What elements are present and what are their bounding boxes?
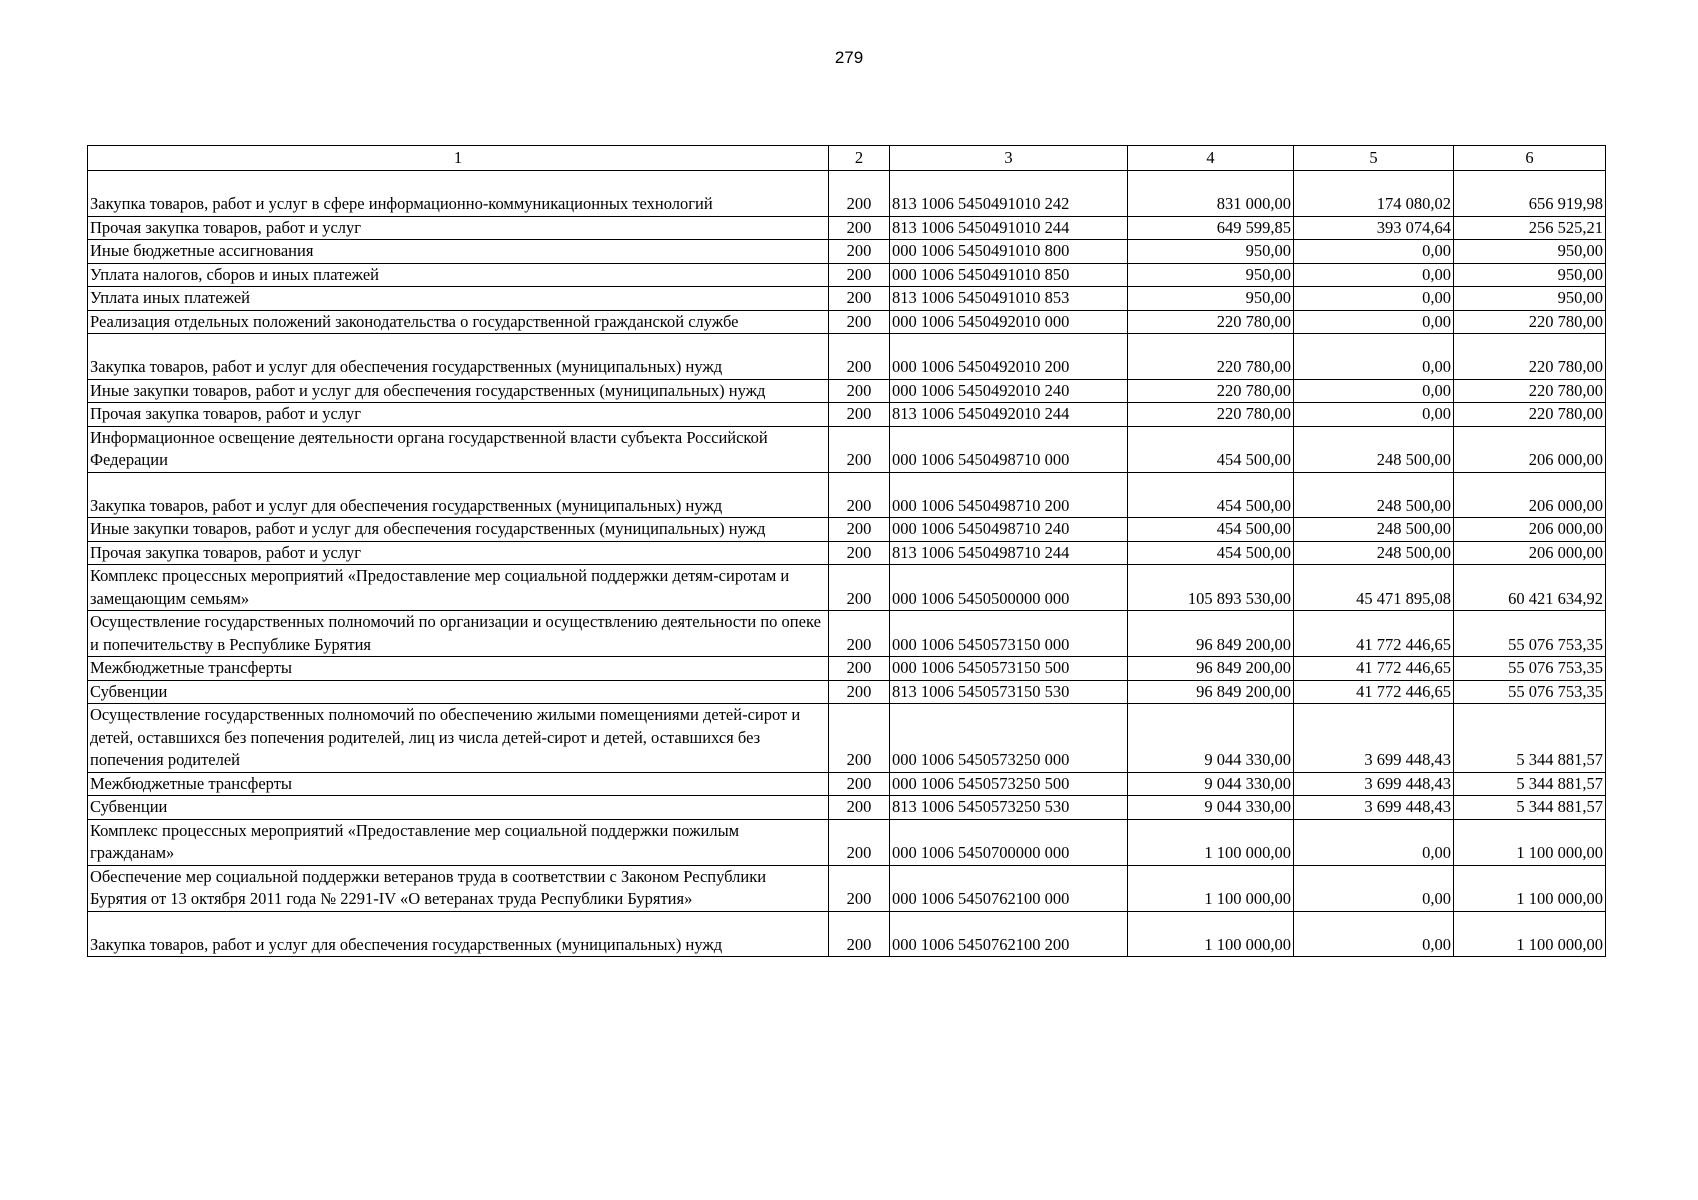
row-kbk-cell: 000 1006 5450762100 200 (890, 911, 1128, 957)
row-code-cell: 200 (829, 541, 890, 565)
row-value-4-cell: 454 500,00 (1128, 541, 1294, 565)
row-name-cell: Субвенции (88, 796, 829, 820)
row-name-cell: Закупка товаров, работ и услуг для обеспечения государственных (муниципальных) нужд (88, 911, 829, 957)
row-value-4-cell: 9 044 330,00 (1128, 772, 1294, 796)
column-header-4: 4 (1128, 146, 1294, 171)
row-value-5-cell: 0,00 (1294, 263, 1454, 287)
row-value-6-cell: 220 780,00 (1454, 379, 1606, 403)
row-value-6-cell: 950,00 (1454, 287, 1606, 311)
row-code-cell: 200 (829, 216, 890, 240)
table-row (88, 334, 1606, 380)
row-value-5-cell: 0,00 (1294, 240, 1454, 264)
row-code-cell: 200 (829, 171, 890, 217)
row-value-4-cell: 220 780,00 (1128, 379, 1294, 403)
row-value-5-cell: 0,00 (1294, 819, 1454, 865)
table-row (88, 426, 1606, 472)
row-value-4-cell: 454 500,00 (1128, 426, 1294, 472)
table-row (88, 240, 1606, 264)
row-value-4-cell: 9 044 330,00 (1128, 796, 1294, 820)
row-kbk-cell: 000 1006 5450498710 200 (890, 472, 1128, 518)
row-code-cell: 200 (829, 334, 890, 380)
page-number: 279 (834, 48, 864, 67)
row-kbk-cell: 000 1006 5450573250 000 (890, 704, 1128, 773)
row-value-5-cell: 248 500,00 (1294, 518, 1454, 542)
row-value-4-cell: 220 780,00 (1128, 403, 1294, 427)
row-value-6-cell: 1 100 000,00 (1454, 865, 1606, 911)
row-code-cell: 200 (829, 704, 890, 773)
row-value-5-cell: 41 772 446,65 (1294, 611, 1454, 657)
row-kbk-cell: 000 1006 5450492010 240 (890, 379, 1128, 403)
row-kbk-cell: 813 1006 5450491010 244 (890, 216, 1128, 240)
row-name-cell: Иные закупки товаров, работ и услуг для обеспечения государственных (муниципальных) нужд (88, 518, 829, 542)
row-kbk-cell: 000 1006 5450492010 200 (890, 334, 1128, 380)
row-name-cell: Обеспечение мер социальной поддержки ветеранов труда в соответствии с Законом Республики Бурятия от 13 октября 2011 года № 2291-IV «О ветеранах труда Республики Бурятия» (88, 865, 829, 911)
row-value-4-cell: 220 780,00 (1128, 310, 1294, 334)
row-value-5-cell: 41 772 446,65 (1294, 680, 1454, 704)
row-value-4-cell: 96 849 200,00 (1128, 657, 1294, 681)
row-code-cell: 200 (829, 310, 890, 334)
row-name-cell: Закупка товаров, работ и услуг для обеспечения государственных (муниципальных) нужд (88, 472, 829, 518)
row-code-cell: 200 (829, 565, 890, 611)
row-value-5-cell: 174 080,02 (1294, 171, 1454, 217)
table-row (88, 704, 1606, 773)
row-value-5-cell: 3 699 448,43 (1294, 704, 1454, 773)
row-value-6-cell: 220 780,00 (1454, 403, 1606, 427)
table-row (88, 657, 1606, 681)
row-kbk-cell: 000 1006 5450500000 000 (890, 565, 1128, 611)
table-row (88, 680, 1606, 704)
row-code-cell: 200 (829, 379, 890, 403)
table-row (88, 865, 1606, 911)
row-value-5-cell: 3 699 448,43 (1294, 796, 1454, 820)
row-value-4-cell: 96 849 200,00 (1128, 680, 1294, 704)
row-value-6-cell: 55 076 753,35 (1454, 611, 1606, 657)
row-kbk-cell: 813 1006 5450492010 244 (890, 403, 1128, 427)
row-value-4-cell: 1 100 000,00 (1128, 865, 1294, 911)
table-row (88, 379, 1606, 403)
row-kbk-cell: 000 1006 5450491010 800 (890, 240, 1128, 264)
row-code-cell: 200 (829, 240, 890, 264)
row-value-5-cell: 248 500,00 (1294, 426, 1454, 472)
row-code-cell: 200 (829, 472, 890, 518)
table-row (88, 263, 1606, 287)
row-value-6-cell: 950,00 (1454, 263, 1606, 287)
row-name-cell: Прочая закупка товаров, работ и услуг (88, 216, 829, 240)
row-name-cell: Комплекс процессных мероприятий «Предоставление мер социальной поддержки детям-сиротам и замещающим семьям» (88, 565, 829, 611)
row-value-6-cell: 5 344 881,57 (1454, 772, 1606, 796)
row-value-4-cell: 220 780,00 (1128, 334, 1294, 380)
row-value-5-cell: 0,00 (1294, 310, 1454, 334)
row-kbk-cell: 000 1006 5450573250 500 (890, 772, 1128, 796)
row-kbk-cell: 813 1006 5450498710 244 (890, 541, 1128, 565)
row-value-6-cell: 656 919,98 (1454, 171, 1606, 217)
row-value-6-cell: 55 076 753,35 (1454, 680, 1606, 704)
table-row (88, 310, 1606, 334)
column-header-5: 5 (1294, 146, 1454, 171)
table-row (88, 796, 1606, 820)
row-value-6-cell: 206 000,00 (1454, 518, 1606, 542)
row-kbk-cell: 000 1006 5450762100 000 (890, 865, 1128, 911)
row-value-5-cell: 0,00 (1294, 379, 1454, 403)
budget-table (87, 145, 1606, 957)
row-value-6-cell: 1 100 000,00 (1454, 911, 1606, 957)
row-code-cell: 200 (829, 865, 890, 911)
row-value-6-cell: 256 525,21 (1454, 216, 1606, 240)
row-name-cell: Осуществление государственных полномочий по организации и осуществлению деятельности по опеке и попечительству в Республике Бурятия (88, 611, 829, 657)
row-kbk-cell: 813 1006 5450491010 853 (890, 287, 1128, 311)
row-value-6-cell: 55 076 753,35 (1454, 657, 1606, 681)
row-value-4-cell: 950,00 (1128, 240, 1294, 264)
row-name-cell: Осуществление государственных полномочий по обеспечению жилыми помещениями детей-сирот и детей, оставшихся без попечения родителей, лиц из числа детей-сирот и детей, оставшихся без попечения родителей (88, 704, 829, 773)
row-code-cell: 200 (829, 657, 890, 681)
table-row (88, 171, 1606, 217)
row-value-4-cell: 950,00 (1128, 287, 1294, 311)
row-name-cell: Информационное освещение деятельности органа государственной власти субъекта Российской Федерации (88, 426, 829, 472)
row-value-5-cell: 0,00 (1294, 334, 1454, 380)
row-kbk-cell: 000 1006 5450700000 000 (890, 819, 1128, 865)
row-name-cell: Иные бюджетные ассигнования (88, 240, 829, 264)
row-name-cell: Субвенции (88, 680, 829, 704)
row-kbk-cell: 000 1006 5450498710 240 (890, 518, 1128, 542)
row-value-6-cell: 206 000,00 (1454, 426, 1606, 472)
row-code-cell: 200 (829, 263, 890, 287)
row-kbk-cell: 000 1006 5450573150 000 (890, 611, 1128, 657)
row-value-4-cell: 649 599,85 (1128, 216, 1294, 240)
row-value-5-cell: 0,00 (1294, 865, 1454, 911)
row-name-cell: Иные закупки товаров, работ и услуг для обеспечения государственных (муниципальных) нужд (88, 379, 829, 403)
row-value-6-cell: 5 344 881,57 (1454, 796, 1606, 820)
row-code-cell: 200 (829, 796, 890, 820)
row-value-4-cell: 1 100 000,00 (1128, 819, 1294, 865)
row-value-6-cell: 5 344 881,57 (1454, 704, 1606, 773)
row-value-4-cell: 454 500,00 (1128, 472, 1294, 518)
row-kbk-cell: 000 1006 5450492010 000 (890, 310, 1128, 334)
row-value-5-cell: 0,00 (1294, 287, 1454, 311)
row-value-6-cell: 60 421 634,92 (1454, 565, 1606, 611)
row-value-6-cell: 206 000,00 (1454, 541, 1606, 565)
row-value-6-cell: 220 780,00 (1454, 310, 1606, 334)
table-row (88, 611, 1606, 657)
row-kbk-cell: 000 1006 5450491010 850 (890, 263, 1128, 287)
row-value-4-cell: 96 849 200,00 (1128, 611, 1294, 657)
row-name-cell: Уплата иных платежей (88, 287, 829, 311)
row-name-cell: Реализация отдельных положений законодательства о государственной гражданской службе (88, 310, 829, 334)
row-code-cell: 200 (829, 611, 890, 657)
row-kbk-cell: 813 1006 5450573250 530 (890, 796, 1128, 820)
row-code-cell: 200 (829, 819, 890, 865)
row-code-cell: 200 (829, 911, 890, 957)
column-header-3: 3 (890, 146, 1128, 171)
row-value-4-cell: 1 100 000,00 (1128, 911, 1294, 957)
row-value-5-cell: 0,00 (1294, 403, 1454, 427)
column-header-6: 6 (1454, 146, 1606, 171)
row-value-5-cell: 0,00 (1294, 911, 1454, 957)
row-name-cell: Закупка товаров, работ и услуг для обеспечения государственных (муниципальных) нужд (88, 334, 829, 380)
row-name-cell: Комплекс процессных мероприятий «Предоставление мер социальной поддержки пожилым гражданам» (88, 819, 829, 865)
row-kbk-cell: 813 1006 5450491010 242 (890, 171, 1128, 217)
row-name-cell: Межбюджетные трансферты (88, 657, 829, 681)
row-value-5-cell: 41 772 446,65 (1294, 657, 1454, 681)
row-kbk-cell: 000 1006 5450498710 000 (890, 426, 1128, 472)
table-row (88, 541, 1606, 565)
row-value-4-cell: 105 893 530,00 (1128, 565, 1294, 611)
table-row (88, 819, 1606, 865)
row-name-cell: Закупка товаров, работ и услуг в сфере информационно-коммуникационных технологий (88, 171, 829, 217)
table-row (88, 772, 1606, 796)
row-name-cell: Межбюджетные трансферты (88, 772, 829, 796)
table-row (88, 518, 1606, 542)
table-row (88, 565, 1606, 611)
column-header-2: 2 (829, 146, 890, 171)
row-code-cell: 200 (829, 680, 890, 704)
row-value-6-cell: 950,00 (1454, 240, 1606, 264)
row-value-5-cell: 248 500,00 (1294, 541, 1454, 565)
row-value-5-cell: 45 471 895,08 (1294, 565, 1454, 611)
column-header-1: 1 (88, 146, 829, 171)
table-row (88, 911, 1606, 957)
row-name-cell: Прочая закупка товаров, работ и услуг (88, 403, 829, 427)
row-value-5-cell: 248 500,00 (1294, 472, 1454, 518)
row-value-5-cell: 3 699 448,43 (1294, 772, 1454, 796)
table-row (88, 472, 1606, 518)
header-row (88, 146, 1606, 171)
row-value-4-cell: 950,00 (1128, 263, 1294, 287)
row-value-4-cell: 454 500,00 (1128, 518, 1294, 542)
row-kbk-cell: 000 1006 5450573150 500 (890, 657, 1128, 681)
row-value-6-cell: 1 100 000,00 (1454, 819, 1606, 865)
table-row (88, 216, 1606, 240)
table-body (88, 171, 1606, 957)
row-value-6-cell: 220 780,00 (1454, 334, 1606, 380)
row-name-cell: Уплата налогов, сборов и иных платежей (88, 263, 829, 287)
row-code-cell: 200 (829, 426, 890, 472)
row-code-cell: 200 (829, 518, 890, 542)
row-value-5-cell: 393 074,64 (1294, 216, 1454, 240)
row-name-cell: Прочая закупка товаров, работ и услуг (88, 541, 829, 565)
row-code-cell: 200 (829, 403, 890, 427)
row-code-cell: 200 (829, 772, 890, 796)
table-row (88, 403, 1606, 427)
row-value-6-cell: 206 000,00 (1454, 472, 1606, 518)
row-value-4-cell: 831 000,00 (1128, 171, 1294, 217)
row-value-4-cell: 9 044 330,00 (1128, 704, 1294, 773)
row-kbk-cell: 813 1006 5450573150 530 (890, 680, 1128, 704)
table-row (88, 287, 1606, 311)
row-code-cell: 200 (829, 287, 890, 311)
table-header (88, 146, 1606, 171)
